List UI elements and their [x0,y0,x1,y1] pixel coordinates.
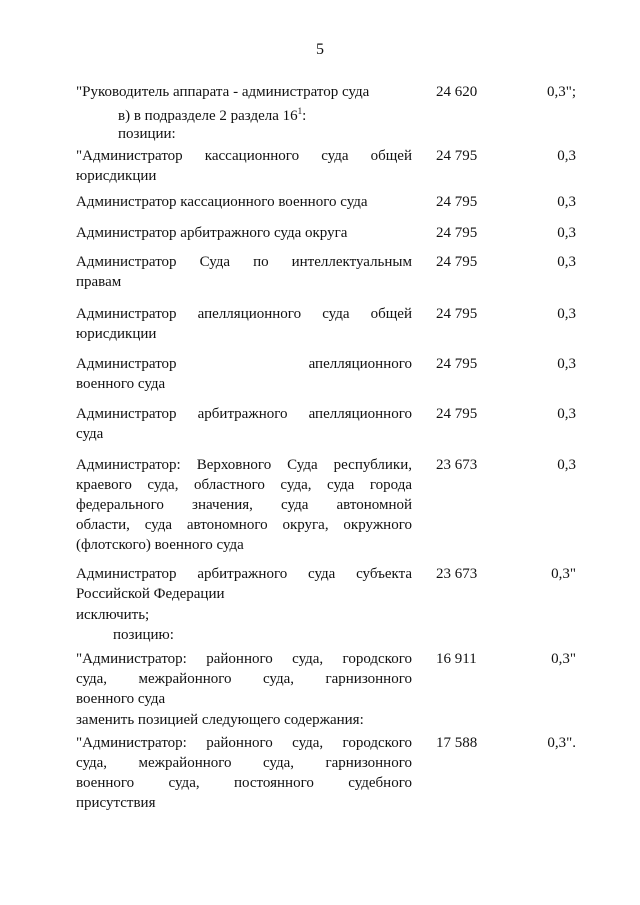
row-name: "Администратор кассационного суда общей юрисдикции [76,148,412,184]
replace-label: заменить позицией следующего содержания: [76,712,364,728]
row-name: Администратор арбитражного апелляционного суда [76,406,412,442]
row-coef: 0,3 [557,225,576,241]
row-coef: 0,3 [557,356,576,372]
row-salary: 24 795 [436,306,478,322]
row-salary: 17 588 [436,735,478,751]
row-salary: 23 673 [436,566,478,582]
row-coef: 0,3 [557,148,576,164]
row-name: "Администратор: районного суда, городского суда, межрайонного суда, гарнизонного военного суда [76,651,412,707]
row-name: Администратор Суда по интеллектуальным правам [76,254,412,290]
row-coef: 0,3 [557,194,576,210]
row-coef: 0,3 [557,254,576,270]
row-salary: 24 795 [436,148,478,164]
subsection-sup: 1 [297,106,303,116]
row-coef: 0,3". [547,735,576,751]
exclude-label: исключить; [76,607,150,623]
positions-label: позиции: [118,126,176,142]
row-name: Администратор арбитражного суда округа [76,225,348,241]
row-salary: 24 795 [436,194,478,210]
row-salary: 16 911 [436,651,477,667]
row-coef: 0,3 [557,457,576,473]
row-salary: 24 795 [436,254,478,270]
row-name: Администратор апелляционного военного суда [76,356,412,392]
row-name: Администратор кассационного военного суда [76,194,368,210]
row-salary: 24 620 [436,84,478,100]
row-name: Администратор: Верховного Суда республики, краевого суда, областного суда, суда города федерального значения, суда автономной области, суда автономного округа, окружного (флотского) военного суда [76,457,412,553]
subsection-colon: : [302,108,307,124]
row-salary: 24 795 [436,356,478,372]
subsection-line [118,106,306,126]
row-salary: 24 795 [436,225,478,241]
subsection-text: в) в подразделе 2 раздела 16 [118,108,298,124]
row-name: Администратор арбитражного суда субъекта Российской Федерации [76,566,412,602]
row-coef: 0,3 [557,306,576,322]
row-salary: 23 673 [436,457,478,473]
row-coef: 0,3" [551,566,576,582]
position-label: позицию: [113,627,174,643]
page-number: 5 [316,41,324,58]
row-name: "Руководитель аппарата - администратор суда [76,84,370,100]
row-salary: 24 795 [436,406,478,422]
row-coef: 0,3" [551,651,576,667]
row-name: Администратор апелляционного суда общей юрисдикции [76,306,412,342]
row-coef: 0,3 [557,406,576,422]
row-coef: 0,3"; [546,84,576,100]
row-name: "Администратор: районного суда, городского суда, межрайонного суда, гарнизонного военного суда, постоянного судебного присутствия [76,735,412,811]
